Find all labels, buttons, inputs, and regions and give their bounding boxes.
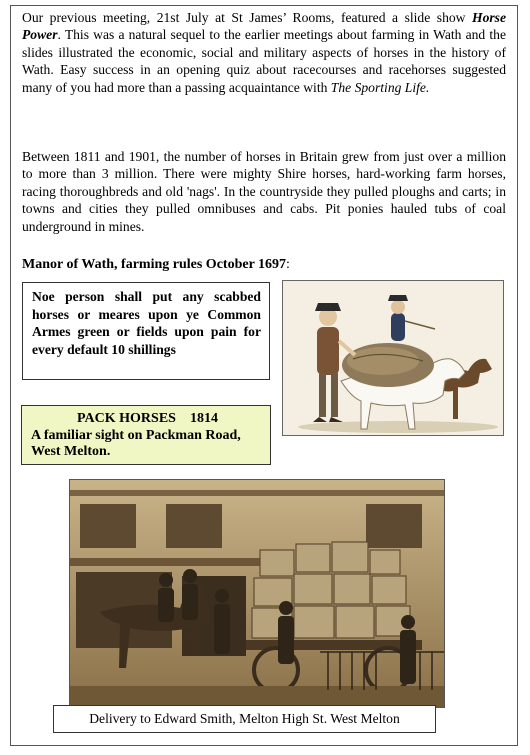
manor-heading-text: Manor of Wath, farming rules October 1697: [22, 257, 287, 272]
history-paragraph: Between 1811 and 1901, the number of horses in Britain grew from just over a million to more than 3 million. There were mighty Shire horses, hard-working farm horses, racing thoroughbreds and old 'nags'. In the countryside they pulled ploughs and carts; in towns and cities they pulled omnibuses and cabs. Pit ponies hauled tubs of coal underground in mines.: [22, 149, 506, 234]
photo-caption-text: Delivery to Edward Smith, Melton High St. West Melton: [89, 711, 400, 726]
delivery-photograph: [69, 479, 445, 708]
intro-paragraph: [22, 9, 506, 96]
farming-rule-box: [22, 282, 270, 380]
intro-text-2: . This was a natural sequel to the earlier meetings about farming in Wath and the slides illustrated the economic, social and military aspects of horses in the history of Wath. Easy success in an opening quiz about racecourses and racehorses suggested many of you had more than a passing acquaintance with: [22, 27, 506, 95]
photo-caption-box: [53, 705, 436, 733]
pack-horses-line-2: West Melton.: [31, 444, 111, 459]
pack-horses-line-1: A familiar sight on Packman Road,: [31, 427, 241, 443]
pack-horses-title: [31, 411, 264, 428]
pack-horses-caption-box: [21, 405, 271, 465]
manor-heading-colon: :: [286, 257, 290, 272]
farming-rule-text: Noe person shall put any scabbed horses or meares upon ye Common Armes green or fields upon pain for every default 10 shillings: [32, 289, 261, 357]
pack-horses-illustration: [282, 280, 504, 436]
publication-title: The Sporting Life.: [330, 79, 430, 95]
pack-horses-title-text: PACK HORSES: [77, 411, 176, 426]
manor-heading: [22, 257, 290, 273]
pack-horses-year: 1814: [189, 411, 218, 426]
slide-show-title: Horse Power: [22, 10, 506, 43]
intro-text-1: Our previous meeting, 21st July at St James’ Rooms, featured a slide show: [22, 10, 473, 25]
